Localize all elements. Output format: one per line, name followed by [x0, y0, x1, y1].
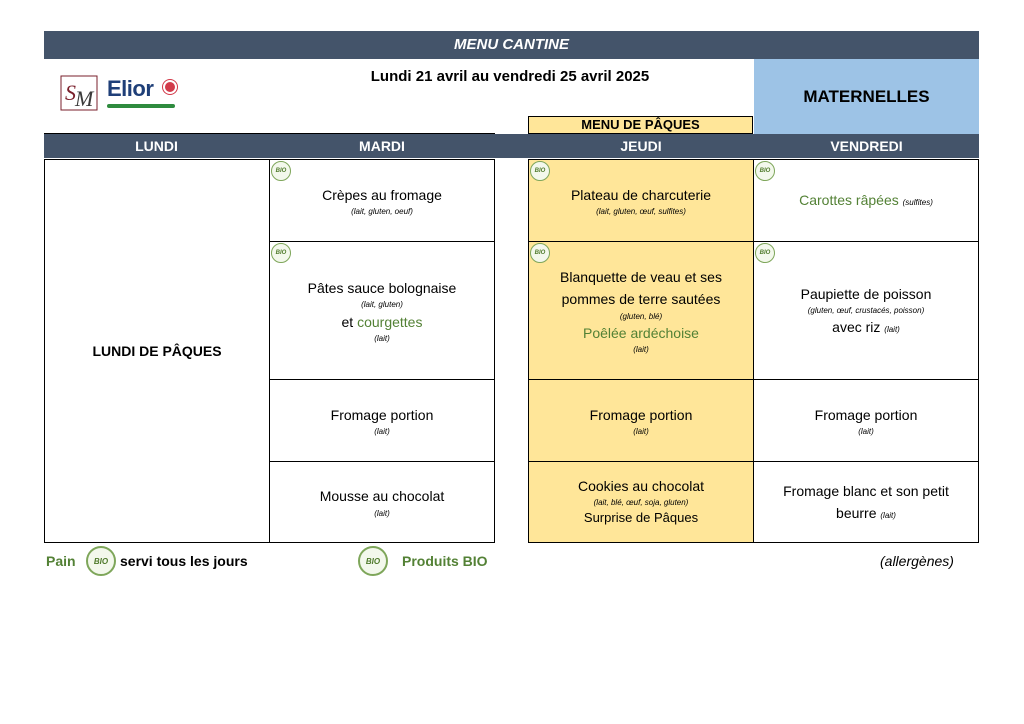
day-header-lundi: LUNDI — [44, 134, 269, 158]
footer-bio-legend: Produits BIO — [402, 553, 488, 569]
jeudi-entree — [528, 159, 754, 242]
logo — [55, 68, 195, 118]
vendredi-entree — [753, 159, 979, 242]
day-header-vendredi: VENDREDI — [754, 134, 979, 158]
bio-icon: BIO — [530, 243, 550, 263]
dish-name: Fromage blanc et son petit — [783, 482, 949, 499]
jeudi-dessert — [528, 461, 754, 543]
mardi-dessert — [269, 461, 495, 543]
bio-icon: BIO — [755, 161, 775, 181]
bio-icon: BIO — [358, 546, 388, 576]
allergens: (lait) — [374, 333, 390, 343]
dish-name: Fromage portion — [589, 406, 693, 423]
dish-name: Mousse au chocolat — [319, 488, 445, 505]
footer-served: servi tous les jours — [120, 553, 248, 569]
allergens: (lait) — [374, 427, 390, 437]
bio-icon: BIO — [86, 546, 116, 576]
mardi-plat — [269, 241, 495, 380]
allergens: (gluten, blé) — [619, 311, 663, 321]
monogram-logo-icon — [59, 74, 99, 112]
footer-allergens-legend: (allergènes) — [880, 553, 954, 569]
vendredi-fromage — [753, 379, 979, 462]
elior-logo: Elior — [107, 76, 154, 101]
bio-icon: BIO — [530, 161, 550, 181]
date-range: Lundi 21 avril au vendredi 25 avril 2025 — [370, 68, 650, 85]
side-dish: Poêlée ardéchoise — [583, 324, 699, 341]
allergens: (lait) — [633, 345, 649, 355]
rose-icon — [163, 80, 177, 94]
allergens: (lait) — [633, 427, 649, 437]
allergens: (lait) — [374, 508, 390, 518]
bio-icon: BIO — [271, 243, 291, 263]
mardi-entree — [269, 159, 495, 242]
svg-text:S: S — [65, 80, 76, 105]
holiday-label: LUNDI DE PÂQUES — [92, 342, 222, 359]
allergens: (lait, gluten) — [361, 300, 403, 310]
dish-name: Blanquette de veau et ses — [560, 268, 722, 285]
extra-item: Surprise de Pâques — [583, 510, 699, 526]
special-menu-tag: MENU DE PÂQUES — [528, 116, 753, 134]
swoosh-icon — [107, 104, 175, 108]
allergens: (lait, gluten, œuf, sulfites) — [596, 207, 686, 217]
allergens: (lait) — [858, 427, 874, 437]
bio-icon: BIO — [755, 243, 775, 263]
mardi-fromage — [269, 379, 495, 462]
dish-name: Cookies au chocolat — [577, 477, 705, 494]
audience-label: MATERNELLES — [754, 59, 979, 134]
dish-name: Fromage portion — [330, 406, 434, 423]
dish-name: Paupiette de poisson — [800, 285, 932, 302]
dish-name: Fromage portion — [814, 406, 918, 423]
side-dish: avec riz (lait) — [832, 319, 900, 336]
jeudi-fromage — [528, 379, 754, 462]
day-header-jeudi: JEUDI — [528, 134, 754, 158]
day-header-mardi: MARDI — [269, 134, 495, 158]
vendredi-dessert — [753, 461, 979, 543]
menu-title: MENU CANTINE — [44, 31, 979, 59]
side-dish: et courgettes — [341, 313, 423, 330]
dish-name: Plateau de charcuterie — [570, 186, 712, 203]
allergens: (gluten, œuf, crustacés, poisson) — [807, 305, 925, 315]
svg-text:M: M — [75, 86, 94, 111]
allergens: (lait, gluten, oeuf) — [351, 207, 413, 217]
dish-name: Pâtes sauce bolognaise — [307, 279, 457, 296]
dish-name: pommes de terre sautées — [561, 291, 721, 308]
dish-name: beurre (lait) — [836, 505, 896, 521]
footer-pain: Pain — [46, 553, 76, 569]
lundi-cell — [44, 159, 270, 543]
vendredi-plat — [753, 241, 979, 380]
day-header-gap — [495, 134, 528, 158]
bio-icon: BIO — [271, 161, 291, 181]
allergens: (lait, blé, œuf, soja, gluten) — [593, 498, 689, 508]
dish-name: Carottes râpées (sulfites) — [799, 192, 933, 209]
dish-name: Crèpes au fromage — [322, 186, 442, 203]
jeudi-plat — [528, 241, 754, 380]
